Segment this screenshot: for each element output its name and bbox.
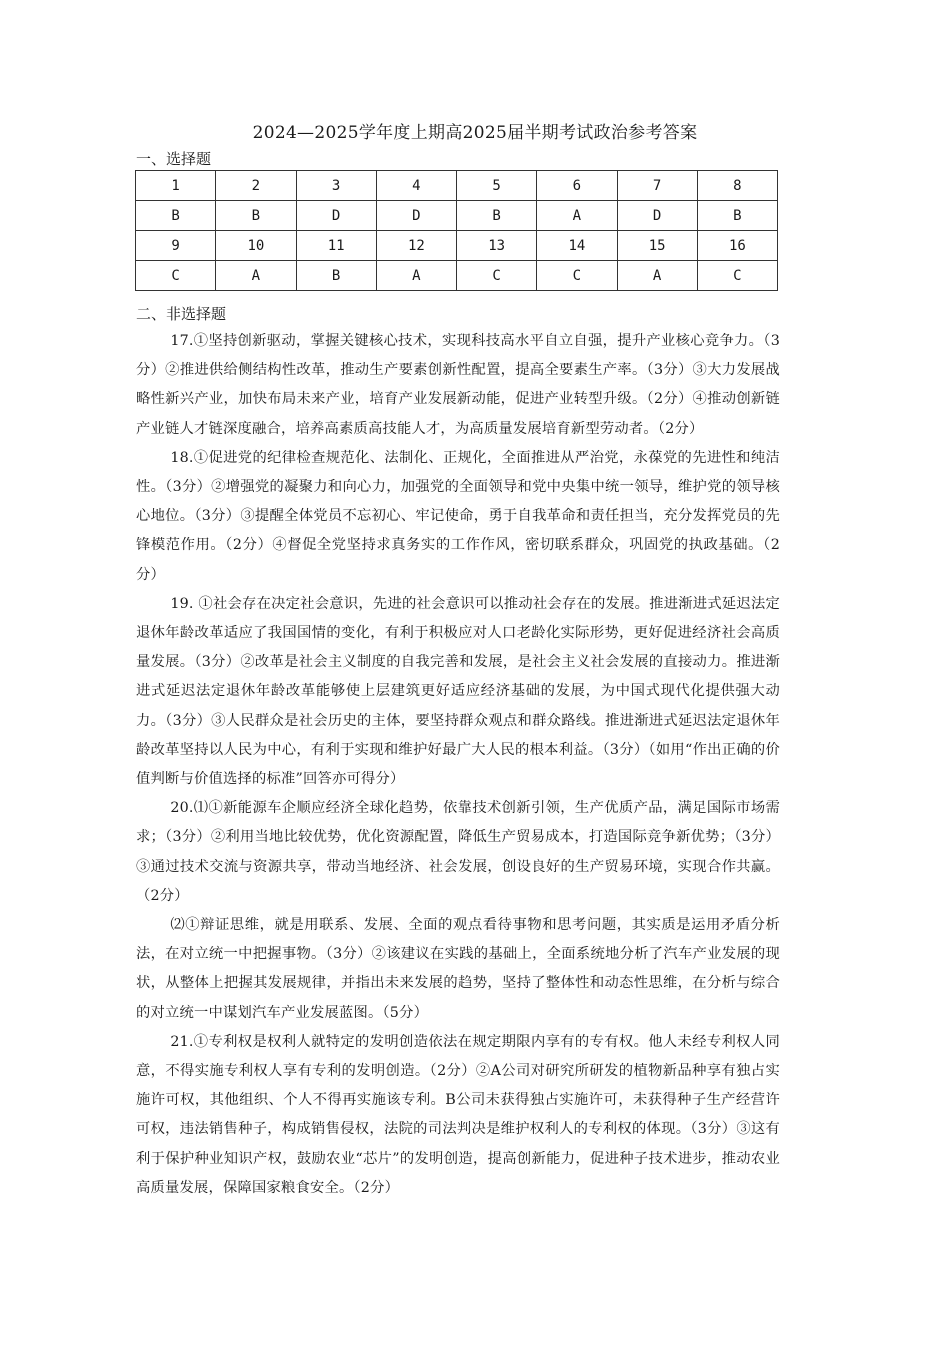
answer-21: 21.①专利权是权利人就特定的发明创造依法在规定期限内享有的专有权。他人未经专利权人同意，不得实施专利权人享有专利的发明创造。（2分）②A公司对研究所研发的植物新品种享有独占实施许可权，其他组织、个人不得再实施该专利。B公司未获得独占实施许可，未获得种子生产经营许可权，违法销售种子，构成销售侵权，法院的司法判决是维护权利人的专利权的体现。（3分）③这有利于保护种业知识产权，鼓励农业“芯片”的发明创造，提高创新能力，促进种子技术进步，推动农业高质量发展，保障国家粮食安全。（2分） [136,1033,780,1196]
answer-cell: B [457,201,537,231]
question-number-cell: 2 [216,171,296,201]
answer-cell: C [136,261,216,291]
answer-cell: C [697,261,777,291]
answer-cell: C [457,261,537,291]
question-number-cell: 6 [537,171,617,201]
answer-cell: A [537,201,617,231]
answer-cell: D [296,201,376,231]
answer-20-part-2: ⑵①辩证思维，就是用联系、发展、全面的观点看待事物和思考问题，其实质是运用矛盾分析法，在对立统一中把握事物。（3分）②该建议在实践的基础上，全面系统地分析了汽车产业发展的现状，从整体上把握其发展规律，并指出未来发展的趋势，坚持了整体性和动态性思维，在分析与综合的对立统一中谋划汽车产业发展蓝图。（5分） [136,917,780,1021]
question-number-cell: 5 [457,171,537,201]
question-number-cell: 11 [296,231,376,261]
question-number-cell: 1 [136,171,216,201]
answer-17: 17.①坚持创新驱动，掌握关键核心技术，实现科技高水平自立自强，提升产业核心竞争力。（3分）②推进供给侧结构性改革，推动生产要素创新性配置，提高全要素生产率。（3分）③大力发展战略性新兴产业，加快布局未来产业，培育产业发展新动能，促进产业转型升级。（2分）④推动创新链产业链人才链深度融合，培养高素质高技能人才，为高质量发展培育新型劳动者。（2分） [136,333,780,437]
page-title: 2024—2025学年度上期高2025届半期考试政治参考答案 [252,123,698,143]
answer-cell: B [296,261,376,291]
answer-cell: D [376,201,456,231]
answer-cell: B [216,201,296,231]
answer-20-part-1: 20.⑴①新能源车企顺应经济全球化趋势，依靠技术创新引领，生产优质产品，满足国际市场需求；（3分）②利用当地比较优势，优化资源配置，降低生产贸易成本，打造国际竞争新优势；（3分）③通过技术交流与资源共享，带动当地经济、社会发展，创设良好的生产贸易环境，实现合作共赢。（2分） [136,800,780,904]
question-number-cell: 4 [376,171,456,201]
question-number-cell: 13 [457,231,537,261]
answer-cell: D [617,201,697,231]
section-heading-open: 二、非选择题 [136,305,227,323]
open-answers [136,327,780,1203]
question-number-cell: 16 [697,231,777,261]
answer-cell: B [697,201,777,231]
answer-cell: B [136,201,216,231]
choice-answer-table [135,170,778,291]
question-number-cell: 12 [376,231,456,261]
question-number-cell: 8 [697,171,777,201]
answer-cell: A [216,261,296,291]
question-number-cell: 7 [617,171,697,201]
table-row [136,261,778,291]
answer-cell: A [376,261,456,291]
table-row [136,171,778,201]
question-number-cell: 14 [537,231,617,261]
table-row [136,201,778,231]
question-number-cell: 10 [216,231,296,261]
question-number-cell: 9 [136,231,216,261]
section-heading-choice: 一、选择题 [136,150,212,168]
answer-19: 19. ①社会存在决定社会意识，先进的社会意识可以推动社会存在的发展。推进渐进式延迟法定退休年龄改革适应了我国国情的变化，有利于积极应对人口老龄化实际形势，更好促进经济社会高质量发展。（3分）②改革是社会主义制度的自我完善和发展，是社会主义社会发展的直接动力。推进渐进式延迟法定退休年龄改革能够使上层建筑更好适应经济基础的发展，为中国式现代化提供强大动力。（3分）③人民群众是社会历史的主体，要坚持群众观点和群众路线。推进渐进式延迟法定退休年龄改革坚持以人民为中心，有利于实现和维护好最广大人民的根本利益。（3分）（如用“作出正确的价值判断与价值选择的标准”回答亦可得分） [136,595,780,788]
table-row [136,231,778,261]
question-number-cell: 3 [296,171,376,201]
answer-18: 18.①促进党的纪律检查规范化、法制化、正规化，全面推进从严治党，永葆党的先进性和纯洁性。（3分）②增强党的凝聚力和向心力，加强党的全面领导和党中央集中统一领导，维护党的领导核心地位。（3分）③提醒全体党员不忘初心、牢记使命，勇于自我革命和责任担当，充分发挥党员的先锋模范作用。（2分）④督促全党坚持求真务实的工作作风，密切联系群众，巩固党的执政基础。（2分） [136,449,780,583]
question-number-cell: 15 [617,231,697,261]
answer-cell: A [617,261,697,291]
answer-cell: C [537,261,617,291]
